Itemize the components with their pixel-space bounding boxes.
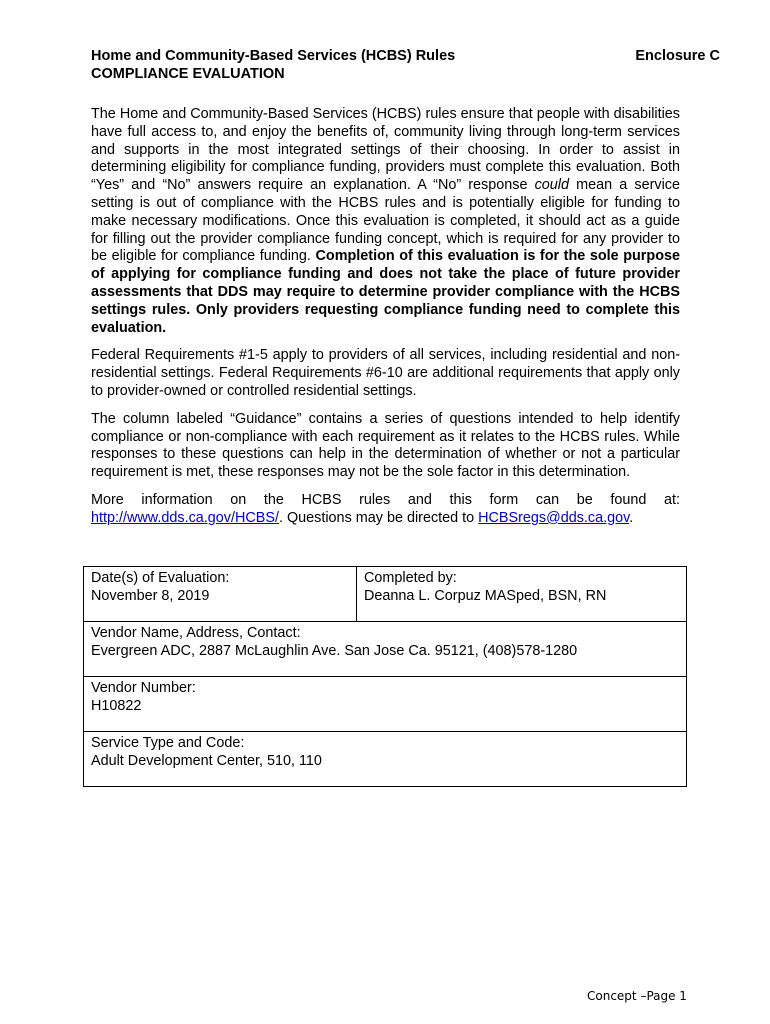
title-line-2: COMPLIANCE EVALUATION bbox=[91, 66, 285, 82]
completed-by-cell bbox=[357, 567, 687, 622]
vendor-number-cell bbox=[84, 677, 687, 732]
page-number: Concept –Page 1 bbox=[587, 989, 687, 1003]
completed-by-value: Deanna L. Corpuz MASped, BSN, RN bbox=[364, 587, 607, 604]
intro-paragraph-3: The column labeled “Guidance” contains a series of questions intended to help identify compliance or non-compliance with each requirement as it relates to the HCBS rules. While responses to these questions can help in the determination of whether or not a particular requirement is met, these responses may not be the sole factor in this determination. bbox=[91, 410, 680, 481]
service-type-cell bbox=[84, 732, 687, 787]
intro-content bbox=[91, 106, 680, 538]
document-title bbox=[91, 47, 455, 83]
hcbs-email-link[interactable]: HCBSregs@dds.ca.gov bbox=[478, 509, 630, 526]
evaluation-date-cell bbox=[84, 567, 357, 622]
vendor-number-label: Vendor Number: bbox=[91, 680, 196, 696]
completed-by-label: Completed by: bbox=[364, 570, 457, 586]
table-row bbox=[84, 567, 687, 622]
intro-p1-italic: could bbox=[534, 177, 570, 194]
table-row bbox=[84, 732, 687, 787]
title-line-1: Home and Community-Based Services (HCBS) Rules bbox=[91, 48, 456, 64]
intro-p4-text-c: . bbox=[629, 509, 634, 526]
intro-p1-text-b: mean a service setting is out of compliance with the HCBS rules and is potentially eligible for funding to make necessary modifications. Once this evaluation is completed, it should act as a guide for filling out the provider compliance funding concept, which is required for any provider to be eligible for compliance funding. bbox=[91, 177, 681, 265]
intro-paragraph-1 bbox=[91, 106, 680, 337]
vendor-name-cell bbox=[84, 622, 687, 677]
evaluation-date-value: November 8, 2019 bbox=[91, 587, 210, 604]
intro-p4-text-a: More information on the HCBS rules and this form can be found at: bbox=[91, 491, 680, 508]
vendor-number-value: H10822 bbox=[91, 697, 142, 714]
service-type-value: Adult Development Center, 510, 110 bbox=[91, 752, 322, 769]
table-row bbox=[84, 677, 687, 732]
vendor-name-label: Vendor Name, Address, Contact: bbox=[91, 625, 301, 641]
vendor-name-value: Evergreen ADC, 2887 McLaughlin Ave. San Jose Ca. 95121, (408)578-1280 bbox=[91, 642, 578, 659]
hcbs-website-link[interactable]: http://www.dds.ca.gov/HCBS/ bbox=[91, 509, 279, 526]
intro-paragraph-2: Federal Requirements #1-5 apply to providers of all services, including residential and non-residential settings. Federal Requirements #6-10 are additional requirements that apply only to provider-owned or controlled residential settings. bbox=[91, 347, 680, 399]
evaluation-date-label: Date(s) of Evaluation: bbox=[91, 570, 230, 586]
intro-paragraph-4 bbox=[91, 492, 680, 528]
enclosure-label: Enclosure C bbox=[635, 48, 720, 64]
evaluation-info-table bbox=[83, 566, 687, 787]
table-row bbox=[84, 622, 687, 677]
service-type-label: Service Type and Code: bbox=[91, 735, 245, 751]
intro-p1-bold: Completion of this evaluation is for the sole purpose of applying for compliance funding and does not take the place of future provider assessments that DDS may require to determine provider compliance with the HCBS settings rules. Only providers requesting compliance funding need to complete this evaluation. bbox=[91, 248, 680, 336]
intro-p1-text-a: The Home and Community-Based Services (HCBS) rules ensure that people with disabilities have full access to, and enjoy the benefits of, community living through long-term services and supports in the most integrated settings of their choosing. In order to assist in determining eligibility for compliance funding, providers must complete this evaluation. Both “Yes” and “No” answers require an explanation. A “No” response bbox=[91, 106, 680, 194]
intro-p4-text-b: . Questions may be directed to bbox=[278, 509, 479, 526]
